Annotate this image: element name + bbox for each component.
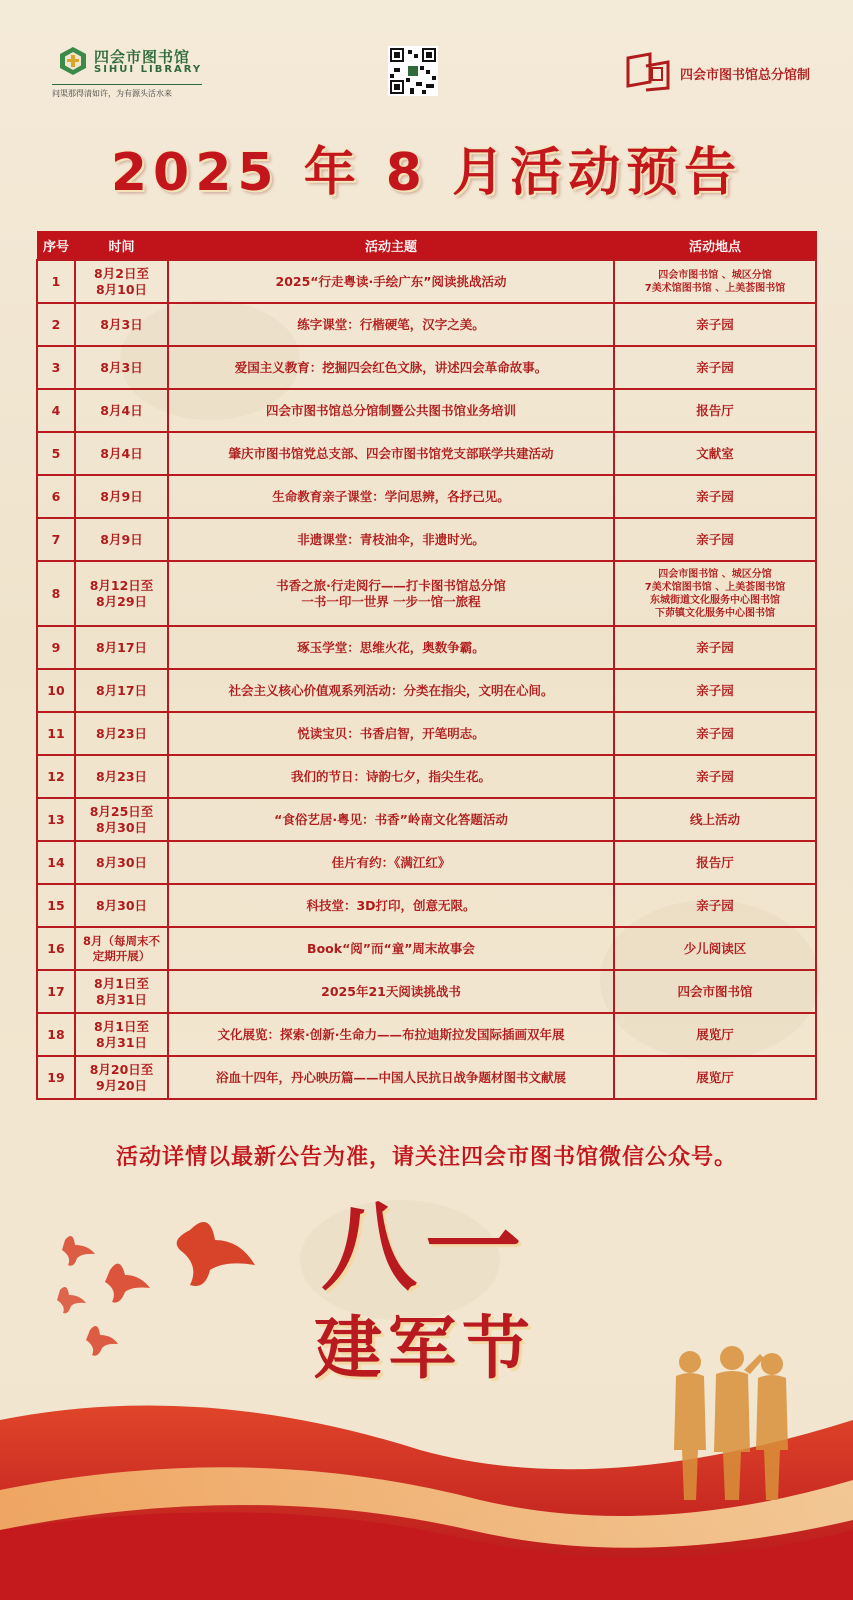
row-time: 8月4日 xyxy=(75,432,168,475)
row-number: 1 xyxy=(37,260,75,303)
row-place: 文献室 xyxy=(614,432,816,475)
row-time: 8月30日 xyxy=(75,841,168,884)
row-time: 8月25日至 8月30日 xyxy=(75,798,168,841)
row-place: 亲子园 xyxy=(614,346,816,389)
row-topic: 书香之旅·行走阅行——打卡图书馆总分馆 一书一印一世界 一步一馆一旅程 xyxy=(168,561,614,626)
festival-title-jianjun: 建军节 xyxy=(313,1310,536,1389)
table-row xyxy=(37,260,816,303)
table-row xyxy=(37,1013,816,1056)
branch-system-logo-icon xyxy=(624,52,678,92)
row-time: 8月（每周末不 定期开展） xyxy=(75,927,168,970)
row-time: 8月17日 xyxy=(75,626,168,669)
row-topic: 我们的节日：诗韵七夕，指尖生花。 xyxy=(168,755,614,798)
table-row xyxy=(37,626,816,669)
row-number: 17 xyxy=(37,970,75,1013)
row-place: 亲子园 xyxy=(614,755,816,798)
row-time: 8月3日 xyxy=(75,303,168,346)
row-place: 亲子园 xyxy=(614,669,816,712)
row-place: 亲子园 xyxy=(614,303,816,346)
table-row xyxy=(37,712,816,755)
row-number: 16 xyxy=(37,927,75,970)
row-time: 8月9日 xyxy=(75,475,168,518)
table-row xyxy=(37,303,816,346)
row-topic: 爱国主义教育：挖掘四会红色文脉，讲述四会革命故事。 xyxy=(168,346,614,389)
header-topic: 活动主题 xyxy=(168,232,614,261)
row-topic: 练字课堂：行楷硬笔，汉字之美。 xyxy=(168,303,614,346)
row-time: 8月17日 xyxy=(75,669,168,712)
row-topic: 佳片有约：《满江红》 xyxy=(168,841,614,884)
row-number: 9 xyxy=(37,626,75,669)
table-row xyxy=(37,561,816,626)
header-time: 时间 xyxy=(75,232,168,261)
row-number: 11 xyxy=(37,712,75,755)
row-time: 8月4日 xyxy=(75,389,168,432)
row-number: 5 xyxy=(37,432,75,475)
row-number: 6 xyxy=(37,475,75,518)
activity-table xyxy=(36,231,817,1100)
row-time: 8月20日至 9月20日 xyxy=(75,1056,168,1099)
row-number: 13 xyxy=(37,798,75,841)
row-topic: 社会主义核心价值观系列活动：分类在指尖，文明在心间。 xyxy=(168,669,614,712)
row-place: 亲子园 xyxy=(614,884,816,927)
table-row xyxy=(37,432,816,475)
row-topic: 文化展览：探索·创新·生命力——布拉迪斯拉发国际插画双年展 xyxy=(168,1013,614,1056)
row-place: 亲子园 xyxy=(614,475,816,518)
table-row xyxy=(37,346,816,389)
branch-system-title: 四会市图书馆总分馆制 xyxy=(680,68,811,83)
table-row xyxy=(37,884,816,927)
row-number: 14 xyxy=(37,841,75,884)
row-time: 8月2日至 8月10日 xyxy=(75,260,168,303)
header-no: 序号 xyxy=(37,232,75,261)
row-topic: 悦读宝贝：书香启智，开笔明志。 xyxy=(168,712,614,755)
row-time: 8月30日 xyxy=(75,884,168,927)
row-time: 8月3日 xyxy=(75,346,168,389)
row-place: 展览厅 xyxy=(614,1056,816,1099)
row-time: 8月9日 xyxy=(75,518,168,561)
row-topic: “食俗艺居·粤见：书香”岭南文化答题活动 xyxy=(168,798,614,841)
row-number: 19 xyxy=(37,1056,75,1099)
row-topic: 2025“行走粤读·手绘广东”阅读挑战活动 xyxy=(168,260,614,303)
header xyxy=(0,0,853,120)
page-title: 2025 年 8 月活动预告 xyxy=(110,143,743,203)
row-topic: 浴血十四年，丹心映历篇——中国人民抗日战争题材图书文献展 xyxy=(168,1056,614,1099)
row-number: 4 xyxy=(37,389,75,432)
row-topic: Book“阅”而“童”周末故事会 xyxy=(168,927,614,970)
row-time: 8月23日 xyxy=(75,712,168,755)
row-place: 四会市图书馆 xyxy=(614,970,816,1013)
row-place: 亲子园 xyxy=(614,712,816,755)
row-time: 8月1日至 8月31日 xyxy=(75,970,168,1013)
table-row xyxy=(37,970,816,1013)
row-topic: 科技堂：3D打印，创意无限。 xyxy=(168,884,614,927)
table-row xyxy=(37,927,816,970)
row-topic: 琢玉学堂：思维火花，奥数争霸。 xyxy=(168,626,614,669)
table-body xyxy=(37,260,816,1099)
row-place: 报告厅 xyxy=(614,389,816,432)
row-number: 3 xyxy=(37,346,75,389)
table-row xyxy=(37,1056,816,1099)
table-row xyxy=(37,475,816,518)
row-number: 8 xyxy=(37,561,75,626)
library-name-cn: 四会市图书馆 xyxy=(94,48,191,66)
row-place: 报告厅 xyxy=(614,841,816,884)
row-number: 10 xyxy=(37,669,75,712)
table-row xyxy=(37,798,816,841)
row-place: 展览厅 xyxy=(614,1013,816,1056)
row-place: 四会市图书馆 、城区分馆 7美术馆图书馆 、上美荟图书馆 东城街道文化服务中心图书馆 下茆镇文化服务中心图书馆 xyxy=(614,561,816,626)
row-number: 2 xyxy=(37,303,75,346)
row-topic: 生命教育亲子课堂：学问思辨，各抒己见。 xyxy=(168,475,614,518)
row-number: 7 xyxy=(37,518,75,561)
qr-code-icon[interactable] xyxy=(388,46,438,96)
logo-divider xyxy=(52,84,202,85)
table-row xyxy=(37,669,816,712)
footer-notice: 活动详情以最新公告为准，请关注四会市图书馆微信公众号。 xyxy=(115,1145,737,1170)
row-number: 12 xyxy=(37,755,75,798)
row-topic: 非遗课堂：青枝油伞，非遗时光。 xyxy=(168,518,614,561)
table-row xyxy=(37,518,816,561)
table-row xyxy=(37,841,816,884)
row-time: 8月1日至 8月31日 xyxy=(75,1013,168,1056)
soldier-silhouette-icon xyxy=(660,1340,800,1500)
library-slogan: 问渠那得清如许，为有源头活水来 xyxy=(52,89,172,98)
row-place: 四会市图书馆 、城区分馆 7美术馆图书馆 、上美荟图书馆 xyxy=(614,260,816,303)
row-time: 8月12日至 8月29日 xyxy=(75,561,168,626)
row-place: 少儿阅读区 xyxy=(614,927,816,970)
table-row xyxy=(37,389,816,432)
table-header-row xyxy=(37,232,816,261)
row-number: 18 xyxy=(37,1013,75,1056)
festival-title-bayi: 八一 xyxy=(321,1192,529,1304)
branch-system-brand xyxy=(624,50,824,90)
row-place: 亲子园 xyxy=(614,518,816,561)
sihui-library-logo-icon xyxy=(58,46,88,76)
row-topic: 肇庆市图书馆党总支部、四会市图书馆党支部联学共建活动 xyxy=(168,432,614,475)
table-row xyxy=(37,755,816,798)
header-place: 活动地点 xyxy=(614,232,816,261)
dove-icon xyxy=(40,1210,270,1390)
row-topic: 四会市图书馆总分馆制暨公共图书馆业务培训 xyxy=(168,389,614,432)
library-name-en: SIHUI LIBRARY xyxy=(94,64,203,75)
row-place: 亲子园 xyxy=(614,626,816,669)
row-number: 15 xyxy=(37,884,75,927)
row-topic: 2025年21天阅读挑战书 xyxy=(168,970,614,1013)
row-place: 线上活动 xyxy=(614,798,816,841)
library-logo xyxy=(52,44,252,104)
row-time: 8月23日 xyxy=(75,755,168,798)
